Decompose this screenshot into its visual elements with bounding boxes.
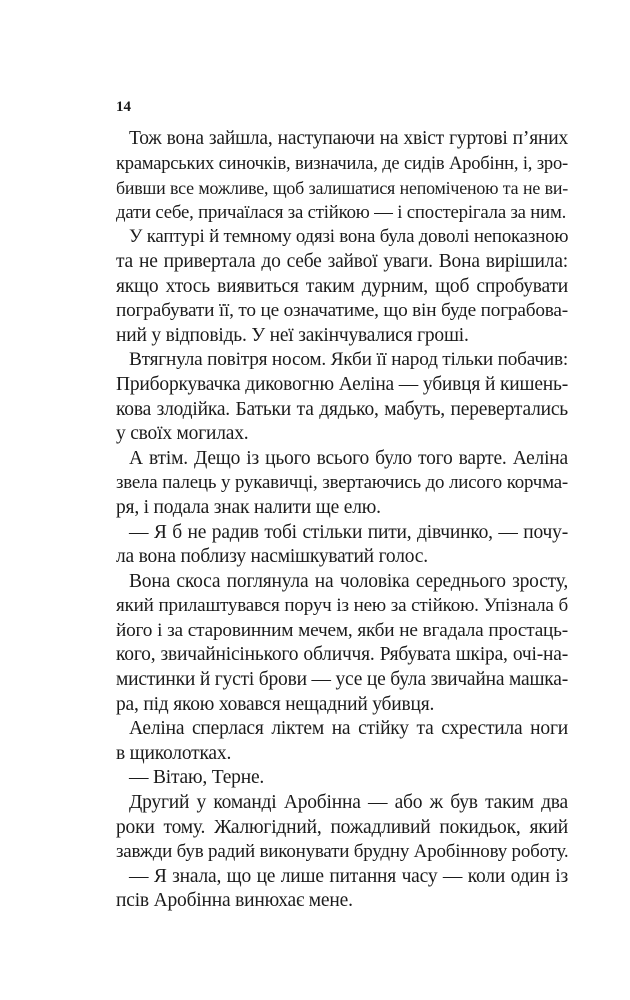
text-line: бивши все можливе, щоб залишатися непоміченою та не ви-: [116, 178, 568, 199]
text-line: у своїх могилах.: [116, 423, 249, 445]
text-line: мистинки й густі брови — усе це була звичайна машка-: [116, 669, 568, 691]
text-line: — Вітаю, Терне.: [129, 767, 265, 789]
text-line: кова злодійка. Батьки та дядько, мабуть, перевертались: [116, 398, 568, 420]
text-line: звела палець у рукавичці, звертаючись до лисого корчма-: [116, 472, 568, 494]
text-line: Приборкувачка диковогню Аеліна — убивця й кишень-: [116, 373, 568, 395]
text-line: — Я б не радив тобі стільки пити, дівчинко, — почу-: [129, 521, 568, 543]
text-line: Аеліна сперлася ліктем на стійку та схрестила ноги: [129, 718, 568, 740]
body-text: [116, 127, 568, 914]
text-line: в щиколотках.: [116, 742, 232, 764]
text-line: якщо хтось виявиться таким дурним, щоб спробувати: [116, 275, 568, 297]
text-line: У каптурі й темному одязі вона була доволі непоказною: [129, 226, 569, 248]
text-line: Другий у команді Аробінна — або ж був таким два: [129, 792, 568, 814]
text-line: завжди був радий виконувати брудну Аробіннову роботу.: [116, 841, 569, 863]
page-number: 14: [116, 99, 131, 115]
text-line: ла вона поблизу насмішкуватий голос.: [116, 546, 428, 568]
text-line: ра, під якою ховався нещадний убивця.: [116, 693, 435, 715]
text-line: ний у відповідь. У неї закінчувалися гроші.: [116, 324, 469, 346]
text-line: пограбувати її, то це означатиме, що він буде пограбова-: [116, 300, 568, 322]
text-line: А втім. Дещо із цього всього було того варте. Аеліна: [129, 447, 568, 469]
text-line: який прилаштувався поруч із нею за стійкою. Упізнала б: [116, 595, 568, 617]
text-line: — Я знала, що це лише питання часу — коли один із: [129, 865, 568, 887]
text-line: Втягнула повітря носом. Якби її народ тільки побачив:: [129, 349, 569, 371]
text-line: та не привертала до себе зайвої уваги. Вона вирішила:: [116, 250, 568, 272]
text-line: Тож вона зайшла, наступаючи на хвіст гуртові п’яних: [129, 128, 568, 149]
text-line: псів Аробінна винюхає мене.: [116, 890, 353, 912]
text-line: крамарських синочків, визначила, де сидів Аробінн, і, зро-: [116, 153, 568, 174]
text-line: роки тому. Жалюгідний, пожадливий покидьок, який: [116, 816, 568, 838]
text-line: Вона скоса поглянула на чоловіка середнього зросту,: [129, 570, 568, 592]
text-line: кого, звичайнісінького обличчя. Рябувата шкіра, очі-на-: [116, 644, 568, 666]
text-line: ря, і подала знак налити ще елю.: [116, 496, 381, 518]
text-line: його і за старовинним мечем, якби не вгадала простаць-: [116, 619, 568, 641]
text-line: дати себе, причаїлася за стійкою — і спостерігала за ним.: [116, 201, 567, 223]
